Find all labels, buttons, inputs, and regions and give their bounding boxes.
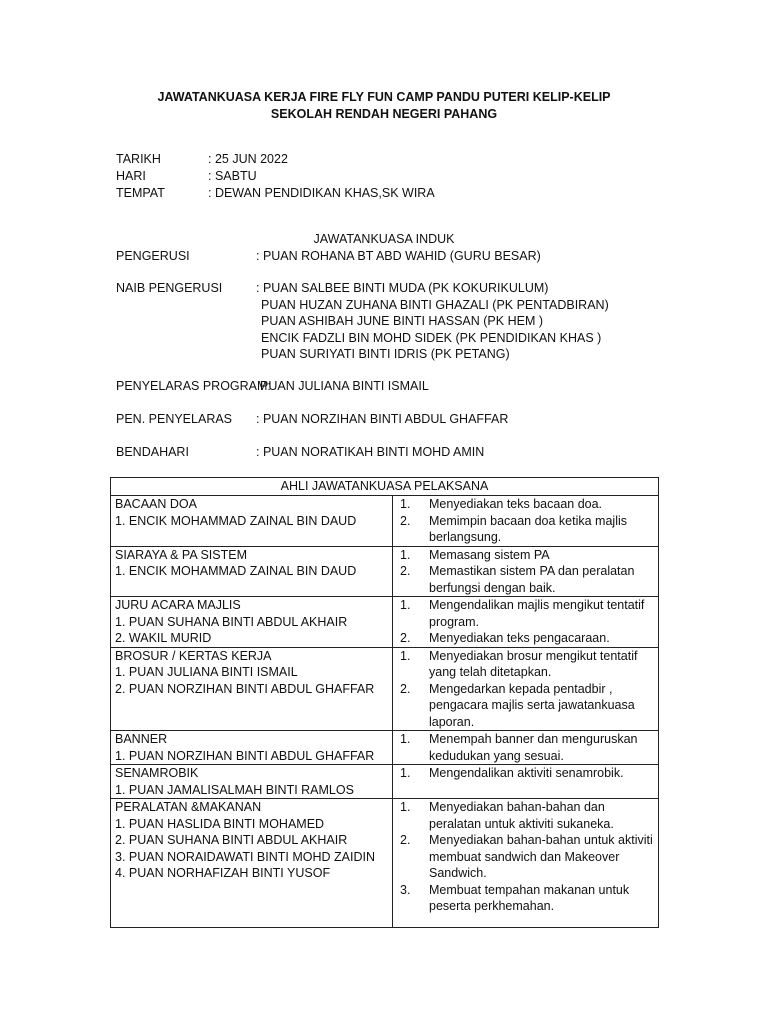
table-row <box>111 496 659 547</box>
committee-member: 1. PUAN SUHANA BINTI ABDUL AKHAIR <box>115 614 348 629</box>
task-item <box>397 597 654 630</box>
task-cell <box>393 546 659 597</box>
document-title-line2: SEKOLAH RENDAH NEGERI PAHANG <box>270 107 498 121</box>
task-text: Memasang sistem PA <box>429 547 550 562</box>
pelaksana-heading: AHLI JAWATANKUASA PELAKSANA <box>111 478 659 496</box>
task-item <box>397 496 654 513</box>
committee-cell <box>111 496 393 547</box>
committee-member: 2. PUAN SUHANA BINTI ABDUL AKHAIR <box>115 833 348 847</box>
committee-member: 1. ENCIK MOHAMMAD ZAINAL BIN DAUD <box>115 564 357 578</box>
bendahari-label: BENDAHARI <box>116 445 189 459</box>
committee-cell <box>111 647 393 731</box>
naib-value: : PUAN SALBEE BINTI MUDA (PK KOKURIKULUM) <box>256 281 549 295</box>
task-cell <box>393 496 659 547</box>
committee-category: SIARAYA & PA SISTEM <box>115 547 247 562</box>
task-cell <box>393 731 659 765</box>
task-number: 2. <box>400 833 411 847</box>
task-text: Mengendalikan majlis mengikut tentatif program. <box>429 598 645 629</box>
committee-member: 2. WAKIL MURID <box>115 631 212 645</box>
task-item <box>397 630 654 647</box>
task-item <box>397 563 654 596</box>
task-number: 2. <box>400 631 411 645</box>
task-item <box>397 547 654 564</box>
committee-category: SENAMROBIK <box>115 766 199 780</box>
naib-member: ENCIK FADZLI BIN MOHD SIDEK (PK PENDIDIKAN KHAS ) <box>261 331 602 345</box>
naib-member: PUAN HUZAN ZUHANA BINTI GHAZALI (PK PENTADBIRAN) <box>261 298 609 312</box>
info-key: TARIKH <box>116 152 161 166</box>
info-key: TEMPAT <box>116 186 165 200</box>
task-item <box>397 882 654 915</box>
task-cell <box>393 597 659 648</box>
task-number: 1. <box>400 766 411 780</box>
committee-category: BROSUR / KERTAS KERJA <box>115 648 272 663</box>
task-number: 3. <box>400 882 411 897</box>
pelaksana-table <box>110 477 659 928</box>
committee-category: PERALATAN &MAKANAN <box>115 800 262 814</box>
pen-penyelaras-value: : PUAN NORZIHAN BINTI ABDUL GHAFFAR <box>256 412 509 426</box>
committee-member: 3. PUAN NORAIDAWATI BINTI MOHD ZAIDIN <box>115 849 375 864</box>
committee-member: 1. PUAN NORZIHAN BINTI ABDUL GHAFFAR <box>115 748 375 763</box>
task-text: Menyediakan teks bacaan doa. <box>429 497 603 511</box>
task-number: 1. <box>400 732 411 746</box>
task-cell <box>393 765 659 799</box>
committee-member: 4. PUAN NORHAFIZAH BINTI YUSOF <box>115 866 331 880</box>
task-number: 1. <box>400 497 411 511</box>
info-key: HARI <box>116 169 146 183</box>
committee-member: 1. PUAN JULIANA BINTI ISMAIL <box>115 665 298 679</box>
task-item <box>397 648 654 681</box>
task-number: 1. <box>400 648 411 663</box>
committee-cell <box>111 799 393 928</box>
info-value: : SABTU <box>208 169 257 183</box>
committee-cell <box>111 597 393 648</box>
naib-label: NAIB PENGERUSI <box>116 281 223 295</box>
table-row <box>111 597 659 648</box>
committee-member: 2. PUAN NORZIHAN BINTI ABDUL GHAFFAR <box>115 681 375 696</box>
task-text: Memastikan sistem PA dan peralatan berfungsi dengan baik. <box>429 564 635 595</box>
task-item <box>397 799 654 832</box>
task-number: 1. <box>400 800 411 814</box>
table-row <box>111 647 659 731</box>
task-number: 2. <box>400 564 411 578</box>
naib-member: PUAN ASHIBAH JUNE BINTI HASSAN (PK HEM ) <box>261 314 543 328</box>
committee-member: 1. ENCIK MOHAMMAD ZAINAL BIN DAUD <box>115 513 357 528</box>
info-value: : DEWAN PENDIDIKAN KHAS,SK WIRA <box>208 186 435 200</box>
task-text: Mengedarkan kepada pentadbir , pengacara majlis serta jawatankuasa laporan. <box>429 681 635 729</box>
table-row <box>111 765 659 799</box>
task-number: 2. <box>400 513 411 528</box>
task-number: 1. <box>400 547 411 562</box>
task-number: 2. <box>400 681 411 696</box>
committee-cell <box>111 765 393 799</box>
committee-member: 1. PUAN HASLIDA BINTI MOHAMED <box>115 816 325 831</box>
table-row <box>111 546 659 597</box>
task-text: Mengendalikan aktiviti senamrobik. <box>429 766 624 780</box>
task-text: Membuat tempahan makanan untuk peserta perkhemahan. <box>429 882 630 913</box>
committee-category: BANNER <box>115 732 168 746</box>
bendahari-value: : PUAN NORATIKAH BINTI MOHD AMIN <box>256 445 485 459</box>
penyelaras-label: PENYELARAS PROGRAM: <box>116 379 271 393</box>
task-text: Menyediakan brosur mengikut tentatif yang telah ditetapkan. <box>429 648 638 679</box>
naib-member: PUAN SURIYATI BINTI IDRIS (PK PETANG) <box>261 347 510 361</box>
committee-category: BACAAN DOA <box>115 497 197 511</box>
table-row <box>111 799 659 928</box>
committee-cell <box>111 546 393 597</box>
task-item <box>397 765 654 782</box>
task-text: Memimpin bacaan doa ketika majlis berlangsung. <box>429 513 628 544</box>
task-item <box>397 513 654 546</box>
task-cell <box>393 647 659 731</box>
task-cell <box>393 799 659 928</box>
penyelaras-value: PUAN JULIANA BINTI ISMAIL <box>260 379 429 393</box>
pengerusi-value: : PUAN ROHANA BT ABD WAHID (GURU BESAR) <box>256 249 541 263</box>
task-item <box>397 681 654 731</box>
pengerusi-label: PENGERUSI <box>116 249 190 263</box>
task-item <box>397 832 654 882</box>
committee-member: 1. PUAN JAMALISALMAH BINTI RAMLOS <box>115 782 354 797</box>
task-text: Menempah banner dan menguruskan kedudukan yang sesuai. <box>429 732 638 763</box>
committee-category: JURU ACARA MAJLIS <box>115 598 241 612</box>
task-item <box>397 731 654 764</box>
task-number: 1. <box>400 598 411 612</box>
table-row <box>111 731 659 765</box>
info-value: : 25 JUN 2022 <box>208 152 288 166</box>
pen-penyelaras-label: PEN. PENYELARAS <box>116 412 233 426</box>
task-text: Menyediakan bahan-bahan untuk aktiviti membuat sandwich dan Makeover Sandwich. <box>429 833 653 880</box>
induk-heading: JAWATANKUASA INDUK <box>313 232 455 246</box>
task-text: Menyediakan bahan-bahan dan peralatan untuk aktiviti sukaneka. <box>429 800 614 831</box>
committee-cell <box>111 731 393 765</box>
task-text: Menyediakan teks pengacaraan. <box>429 631 610 645</box>
document-title-line1: JAWATANKUASA KERJA FIRE FLY FUN CAMP PANDU PUTERI KELIP-KELIP <box>157 90 611 104</box>
